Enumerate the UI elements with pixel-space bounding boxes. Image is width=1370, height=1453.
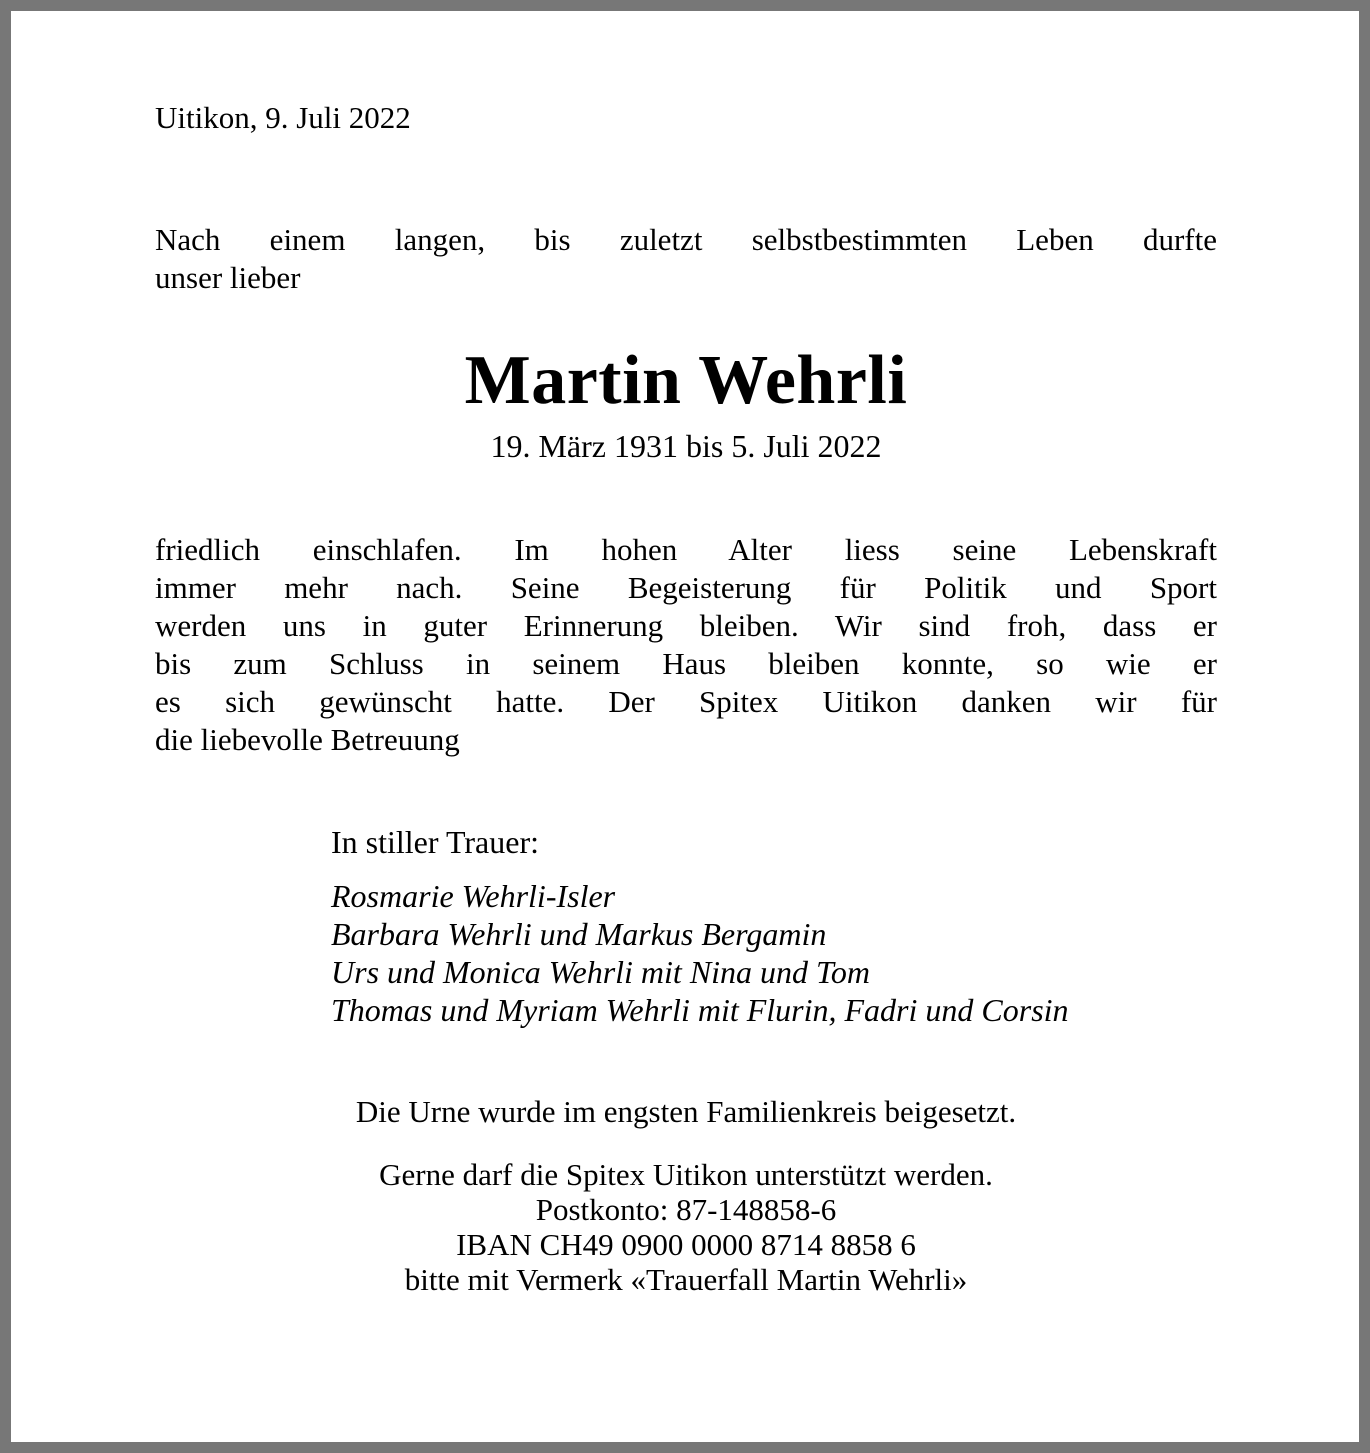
donation-line: IBAN CH49 0900 0000 8714 8858 6 <box>456 1227 916 1262</box>
body-line: es sich gewünscht hatte. Der Spitex Uitikon danken wir für <box>155 684 1217 719</box>
intro-paragraph <box>155 221 1217 297</box>
body-paragraph <box>155 531 1217 759</box>
body-line: immer mehr nach. Seine Begeisterung für Politik und Sport <box>155 570 1217 605</box>
body-line: werden uns in guter Erinnerung bleiben. Wir sind froh, dass er <box>155 608 1217 643</box>
donation-line: Gerne darf die Spitex Uitikon unterstützt werden. <box>379 1157 993 1192</box>
mourner-line: Barbara Wehrli und Markus Bergamin <box>331 916 827 952</box>
donation-block <box>155 1157 1217 1297</box>
mourner-line: Rosmarie Wehrli-Isler <box>331 878 616 914</box>
mourning-label: In stiller Trauer: <box>331 824 539 860</box>
dateline: Uitikon, 9. Juli 2022 <box>155 100 411 135</box>
obituary-content <box>11 11 1359 1442</box>
body-line: bis zum Schluss in seinem Haus bleiben konnte, so wie er <box>155 646 1217 681</box>
urn-statement: Die Urne wurde im engsten Familienkreis beigesetzt. <box>355 1094 1017 1129</box>
donation-line: bitte mit Vermerk «Trauerfall Martin Wehrli» <box>404 1262 968 1297</box>
intro-line: Nach einem langen, bis zuletzt selbstbestimmten Leben durfte <box>155 222 1217 257</box>
body-line: die liebevolle Betreuung <box>155 722 460 757</box>
deceased-name: Martin Wehrli <box>464 342 908 419</box>
mourner-line: Thomas und Myriam Wehrli mit Flurin, Fadri und Corsin <box>331 992 1069 1028</box>
donation-line: Postkonto: 87-148858-6 <box>535 1192 837 1227</box>
life-dates: 19. März 1931 bis 5. Juli 2022 <box>490 428 882 464</box>
body-line: friedlich einschlafen. Im hohen Alter liess seine Lebenskraft <box>155 532 1217 567</box>
intro-line: unser lieber <box>155 260 301 295</box>
mourner-line: Urs und Monica Wehrli mit Nina und Tom <box>331 954 871 990</box>
mourners-list <box>331 877 1217 1029</box>
